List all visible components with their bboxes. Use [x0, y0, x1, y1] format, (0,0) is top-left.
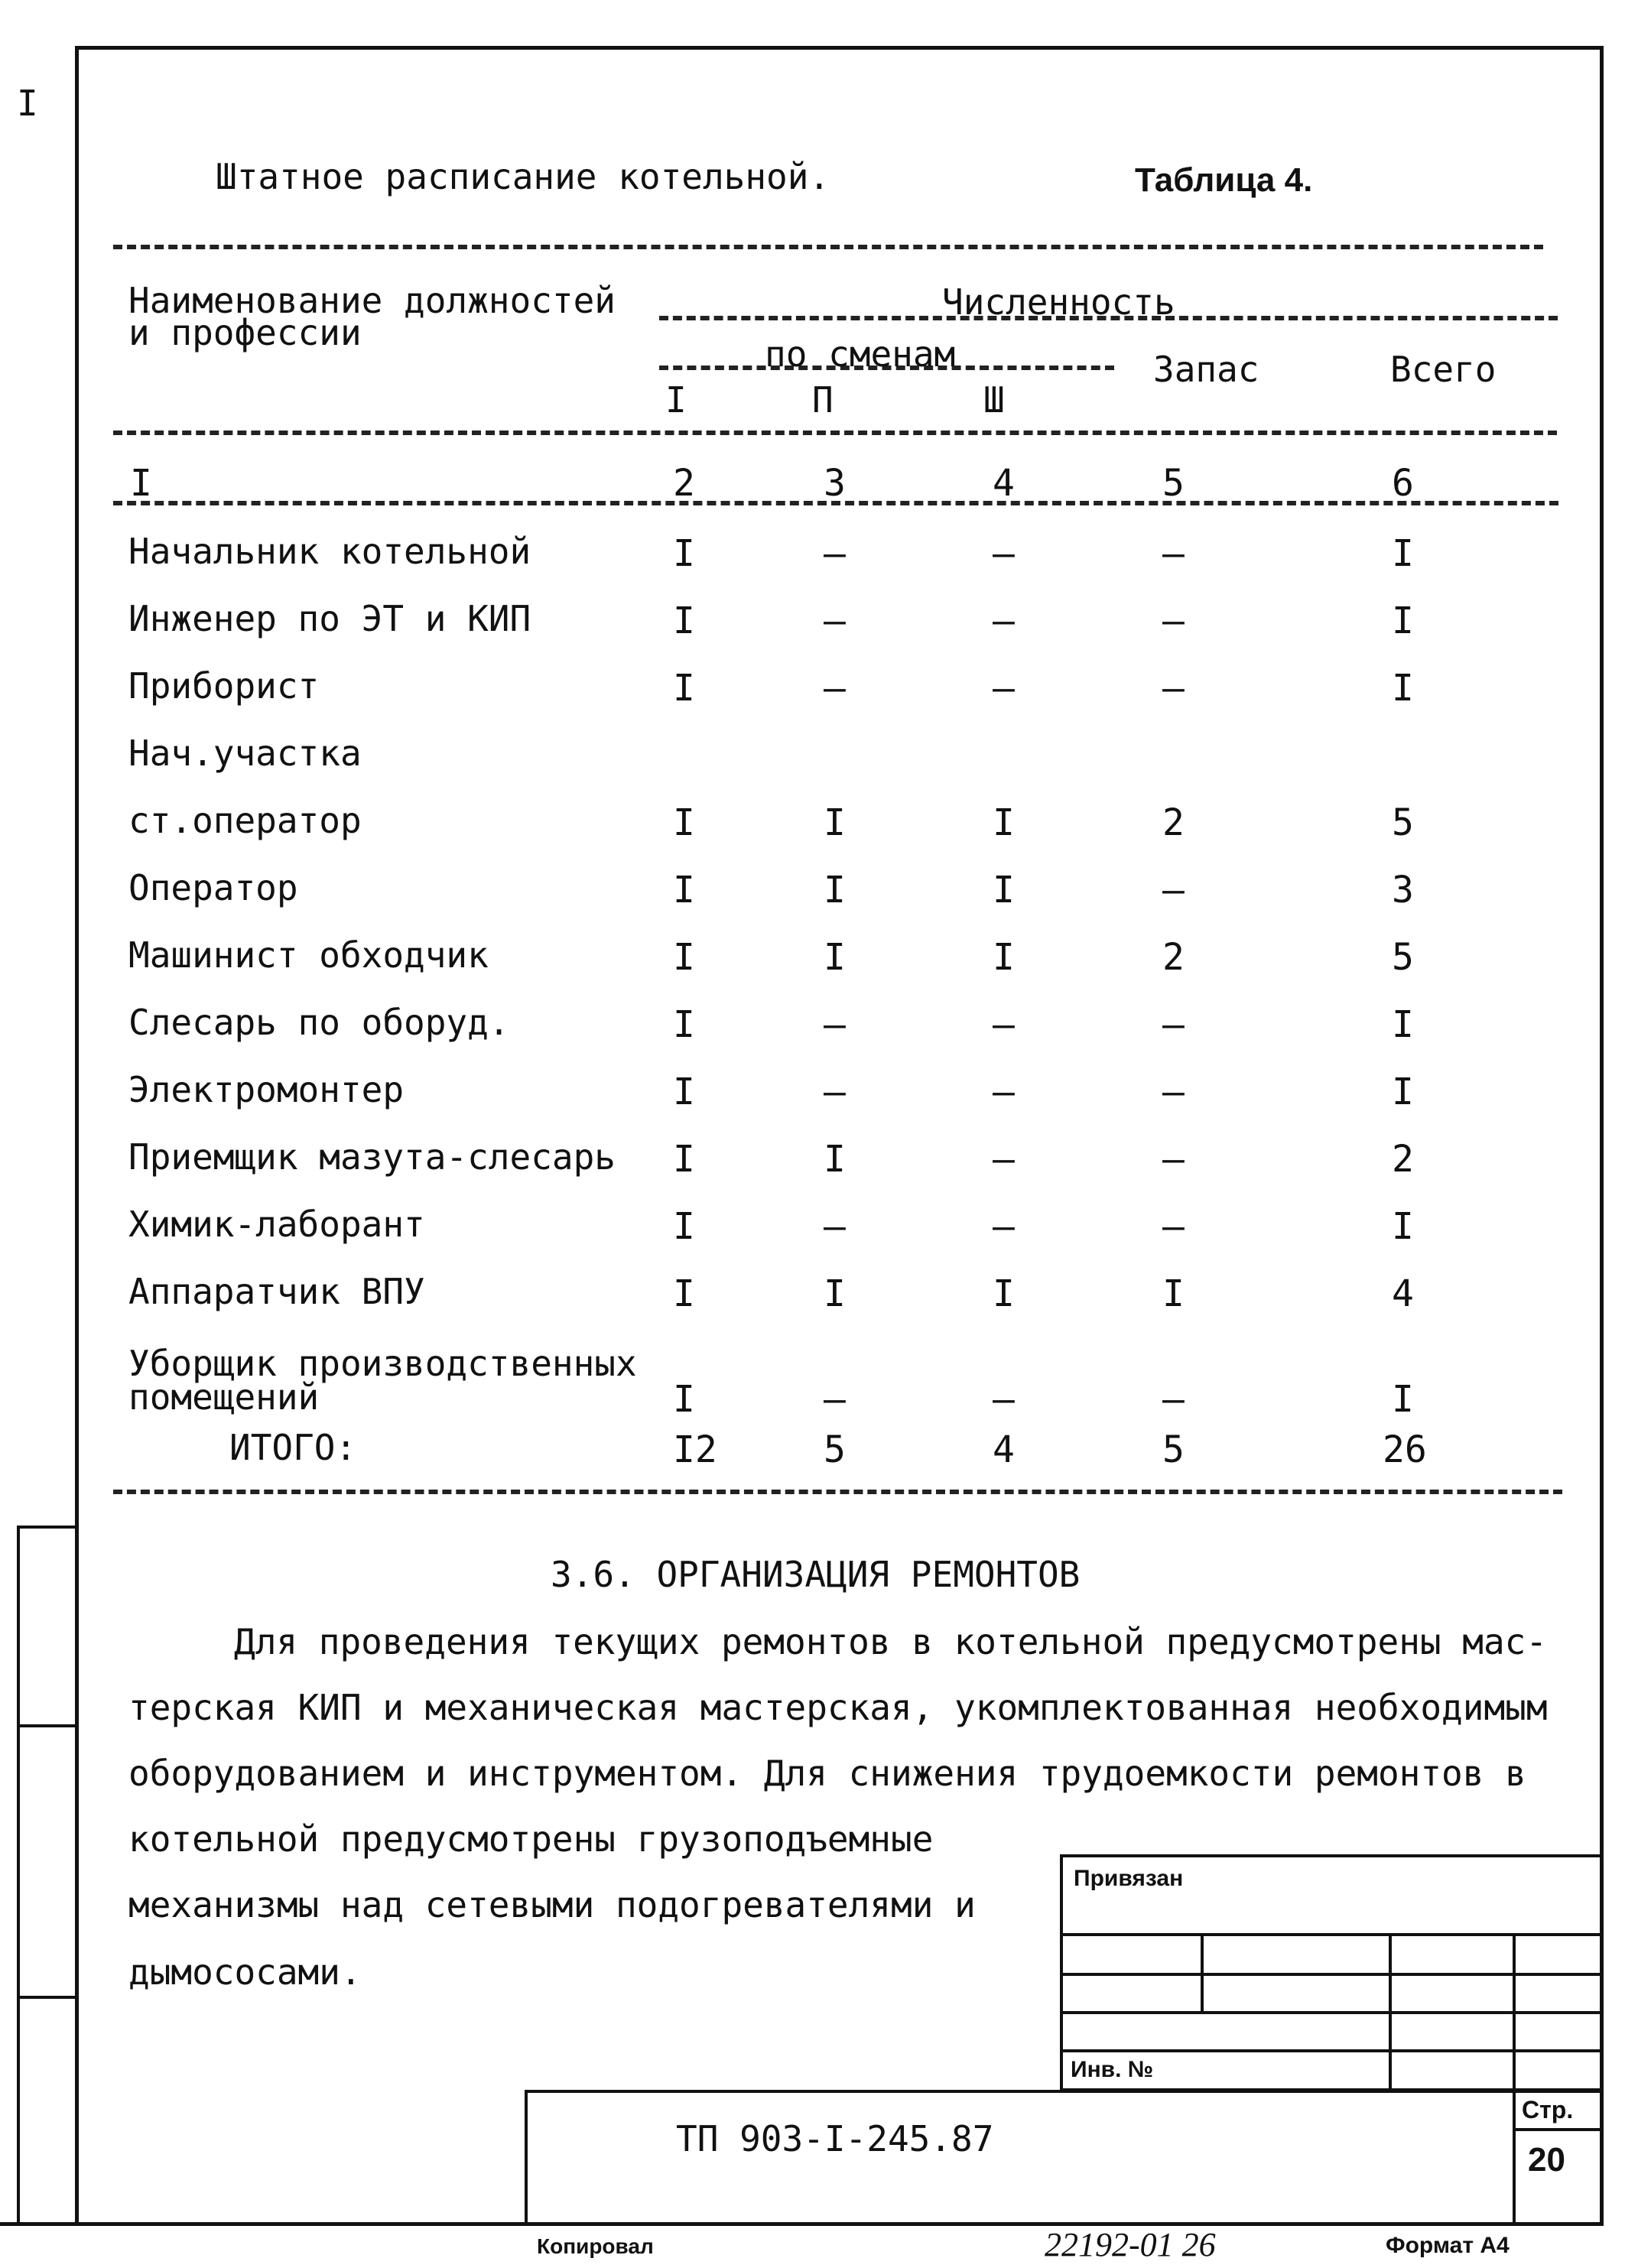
- row-name-cont: помещений: [128, 1376, 320, 1418]
- paragraph-line-5: механизмы над сетевыми подогревателями и: [128, 1884, 976, 1925]
- row-shift-2: I: [824, 869, 846, 911]
- stamp-line-1: [1060, 1933, 1603, 1936]
- header-position-2: и профессии: [128, 312, 362, 353]
- header-shift-2: П: [812, 379, 834, 421]
- side-box-divider-2: [17, 1724, 78, 1727]
- col-number-4: 4: [993, 462, 1015, 505]
- header-total: Всего: [1390, 349, 1497, 390]
- row-shift-2: –: [824, 1205, 846, 1248]
- row-reserve: I: [1162, 1272, 1185, 1315]
- row-shift-3: –: [993, 1071, 1015, 1113]
- paragraph-line-3: оборудованием и инструментом. Для снижения трудоемкости ремонтов в: [128, 1753, 1526, 1794]
- row-total: 5: [1392, 936, 1414, 979]
- row-name: Нач.участка: [128, 733, 362, 774]
- row-name: Машинист обходчик: [128, 934, 489, 976]
- row-name: ст.оператор: [128, 800, 362, 841]
- row-shift-2: –: [824, 599, 846, 642]
- row-shift-2: –: [824, 667, 846, 710]
- side-box-divider-3: [17, 1996, 78, 1999]
- stamp-line-2: [1060, 1973, 1603, 1976]
- col-number-3: 3: [824, 462, 846, 505]
- row-reserve: –: [1162, 869, 1185, 911]
- row-reserve: 2: [1162, 801, 1185, 844]
- stamp-vline-2: [1389, 1933, 1392, 2091]
- rule-table-bottom: [113, 1490, 1562, 1494]
- format-label: Формат А4: [1386, 2233, 1510, 2258]
- row-reserve: –: [1162, 1138, 1185, 1181]
- row-shift-1: I: [673, 532, 695, 575]
- row-shift-1: I: [673, 1378, 695, 1421]
- stamp-inv-no: Инв. №: [1071, 2057, 1154, 2082]
- row-reserve: –: [1162, 1205, 1185, 1248]
- page-number: 20: [1528, 2141, 1565, 2179]
- row-reserve: –: [1162, 599, 1185, 642]
- row-reserve: –: [1162, 532, 1185, 575]
- copied-label: Копировал: [537, 2234, 654, 2258]
- row-total: 5: [1392, 801, 1414, 844]
- paragraph-line-1: Для проведения текущих ремонтов в котельной предусмотрены мас-: [234, 1621, 1548, 1662]
- margin-mark: I: [17, 83, 38, 124]
- row-name: Слесарь по оборуд.: [128, 1002, 510, 1043]
- table-label: Таблица 4.: [1135, 161, 1313, 199]
- row-shift-3: –: [993, 532, 1015, 575]
- row-reserve: –: [1162, 1003, 1185, 1046]
- row-shift-3: –: [993, 667, 1015, 710]
- header-position: Наименование должностей: [128, 280, 616, 321]
- row-total: I: [1392, 599, 1414, 642]
- row-name: Приборист: [128, 665, 320, 707]
- col-number-1: I: [130, 462, 152, 505]
- row-total: I: [1392, 667, 1414, 710]
- page-label: Стр.: [1522, 2096, 1574, 2123]
- doc-code: ТП 903-I-245.87: [676, 2118, 994, 2159]
- total-shift-1: I2: [673, 1428, 717, 1471]
- row-reserve: –: [1162, 1378, 1185, 1421]
- row-shift-1: I: [673, 1205, 695, 1248]
- section-heading: 3.6. ОРГАНИЗАЦИЯ РЕМОНТОВ: [551, 1554, 1081, 1595]
- total-shift-3: 4: [993, 1428, 1015, 1471]
- row-shift-2: –: [824, 532, 846, 575]
- rule-top: [113, 245, 1543, 249]
- row-shift-2: I: [824, 801, 846, 844]
- header-shifts: по сменам: [765, 333, 956, 375]
- row-shift-1: I: [673, 599, 695, 642]
- row-total: 3: [1392, 869, 1414, 911]
- row-shift-2: I: [824, 1138, 846, 1181]
- stamp-line-4: [1060, 2049, 1603, 2052]
- row-shift-3: –: [993, 1205, 1015, 1248]
- row-shift-1: I: [673, 1003, 695, 1046]
- row-total: I: [1392, 1003, 1414, 1046]
- total-shift-2: 5: [824, 1428, 846, 1471]
- frame-top-border: [75, 46, 1603, 50]
- row-name: Инженер по ЭТ и КИП: [128, 598, 531, 639]
- row-shift-1: I: [673, 869, 695, 911]
- row-shift-3: –: [993, 599, 1015, 642]
- row-name: Электромонтер: [128, 1069, 405, 1110]
- rule-header-bottom: [113, 431, 1557, 435]
- paragraph-line-6: дымососами.: [128, 1951, 362, 1993]
- page-cell-line: [1513, 2128, 1603, 2131]
- side-box-divider-1: [17, 1526, 78, 1529]
- total-total: 26: [1383, 1428, 1427, 1471]
- col-number-2: 2: [673, 462, 695, 505]
- paragraph-line-2: терская КИП и механическая мастерская, укомплектованная необходимым: [128, 1687, 1548, 1728]
- row-name: Оператор: [128, 867, 298, 908]
- row-shift-1: I: [673, 1138, 695, 1181]
- header-shift-1: I: [665, 379, 687, 421]
- row-name: Уборщик производственных: [128, 1343, 637, 1384]
- row-reserve: –: [1162, 1071, 1185, 1113]
- row-total: 2: [1392, 1138, 1414, 1181]
- col-number-6: 6: [1392, 462, 1414, 505]
- side-box-left-line: [17, 1526, 20, 2225]
- row-shift-2: –: [824, 1378, 846, 1421]
- header-shift-3: Ш: [983, 379, 1005, 421]
- col-number-5: 5: [1162, 462, 1185, 505]
- row-total: I: [1392, 1378, 1414, 1421]
- total-reserve: 5: [1162, 1428, 1185, 1471]
- row-shift-3: I: [993, 869, 1015, 911]
- row-shift-3: I: [993, 936, 1015, 979]
- row-shift-3: –: [993, 1003, 1015, 1046]
- row-reserve: 2: [1162, 936, 1185, 979]
- row-shift-3: –: [993, 1378, 1015, 1421]
- row-shift-1: I: [673, 1272, 695, 1315]
- row-shift-1: I: [673, 1071, 695, 1113]
- row-shift-2: I: [824, 1272, 846, 1315]
- header-reserve: Запас: [1153, 349, 1259, 390]
- row-shift-3: I: [993, 801, 1015, 844]
- stamp-vline-1: [1201, 1933, 1204, 2014]
- row-shift-3: I: [993, 1272, 1015, 1315]
- stamp-line-3: [1060, 2011, 1603, 2014]
- row-shift-2: –: [824, 1071, 846, 1113]
- row-total: I: [1392, 532, 1414, 575]
- stamp-privyazan: Привязан: [1074, 1866, 1184, 1891]
- row-shift-1: I: [673, 801, 695, 844]
- table-title: Штатное расписание котельной.: [216, 156, 830, 197]
- row-shift-2: –: [824, 1003, 846, 1046]
- paragraph-line-4: котельной предусмотрены грузоподъемные: [128, 1818, 934, 1860]
- row-shift-1: I: [673, 667, 695, 710]
- row-name: Приемщик мазута-слесарь: [128, 1136, 616, 1178]
- header-count: Численность: [942, 281, 1175, 323]
- row-shift-2: I: [824, 936, 846, 979]
- row-name: Химик-лаборант: [128, 1204, 425, 1245]
- row-total: I: [1392, 1071, 1414, 1113]
- row-name: Начальник котельной: [128, 531, 531, 572]
- row-name: Аппаратчик ВПУ: [128, 1271, 425, 1312]
- order-number: 22192-01 26: [1045, 2226, 1216, 2263]
- row-reserve: –: [1162, 667, 1185, 710]
- total-label: ИТОГО:: [229, 1427, 357, 1468]
- row-total: 4: [1392, 1272, 1414, 1315]
- row-shift-3: –: [993, 1138, 1015, 1181]
- frame-left-border: [75, 46, 79, 2225]
- row-total: I: [1392, 1205, 1414, 1248]
- row-shift-1: I: [673, 936, 695, 979]
